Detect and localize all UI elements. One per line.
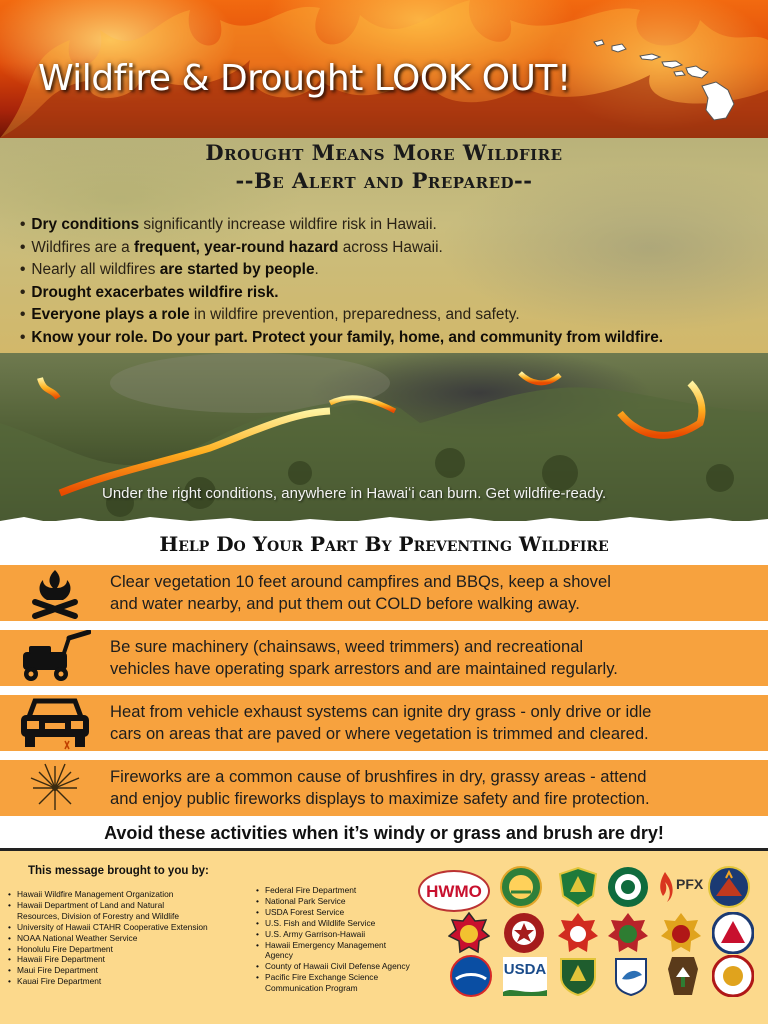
- list-item: • Hawaii Fire Department: [8, 954, 248, 965]
- page-title: Wildfire & Drought LOOK OUT!: [38, 58, 571, 99]
- list-item: • Drought exacerbates wildfire risk.: [20, 282, 663, 305]
- drought-alert-section: [0, 138, 768, 353]
- tip-vehicle-exhaust: [0, 695, 768, 751]
- avoid-warning: Avoid these activities when it’s windy or grass and brush are dry!: [0, 818, 768, 848]
- list-item: • University of Hawaii CTAHR Cooperative Extension: [8, 922, 248, 933]
- fish-wildlife-service-logo: [610, 955, 652, 997]
- tip-line: and water nearby, and put them out COLD before walking away.: [110, 594, 580, 613]
- forestry-shield-logo: [557, 866, 599, 908]
- list-item: • NOAA National Weather Service: [8, 933, 248, 944]
- tip-line: and enjoy public fireworks displays to maximize safety and fire protection.: [110, 789, 650, 808]
- list-item: • U.S. Fish and Wildlife Service: [256, 918, 416, 929]
- tip-line: Clear vegetation 10 feet around campfires and BBQs, keep a shovel: [110, 572, 611, 591]
- federal-fire-badge-logo: [660, 912, 702, 954]
- list-item: • Honolulu Fire Department: [8, 944, 248, 955]
- list-item: • Federal Fire Department: [256, 885, 416, 896]
- army-garrison-logo: [712, 955, 754, 997]
- drought-facts-list: [20, 214, 663, 349]
- forest-service-shield-logo: [557, 955, 599, 997]
- sponsors-heading: This message brought to you by:: [28, 865, 209, 877]
- national-park-service-logo: [662, 955, 704, 997]
- torn-paper-edge: [0, 515, 768, 531]
- dlnr-seal-logo: [500, 866, 542, 908]
- tip-line: cars on areas that are paved or where vegetation is trimmed and cleared.: [110, 724, 649, 743]
- sponsor-list-left: [8, 889, 248, 987]
- list-item: • Hawaii Wildfire Management Organization: [8, 889, 248, 900]
- list-item: • Know your role. Do your part. Protect your family, home, and community from wildfire.: [20, 327, 663, 350]
- list-item: • Nearly all wildfires are started by people.: [20, 259, 663, 282]
- header-banner: [0, 0, 768, 138]
- lawnmower-icon: [0, 630, 110, 686]
- tip-machinery: [0, 630, 768, 686]
- alert-heading: Drought Means More Wildfire: [205, 140, 563, 165]
- list-item: • USDA Forest Service: [256, 907, 416, 918]
- pfx-logo: PFX: [676, 876, 704, 892]
- tip-line: Be sure machinery (chainsaws, weed trimmers) and recreational: [110, 637, 584, 656]
- tip-campfire: [0, 565, 768, 621]
- maui-fire-badge-logo: [557, 912, 599, 954]
- list-item: • Hawaii Emergency Management Agency: [256, 940, 416, 962]
- list-item: • County of Hawaii Civil Defense Agency: [256, 961, 416, 972]
- tip-line: vehicles have operating spark arrestors and are maintained regularly.: [110, 659, 618, 678]
- photo-caption: Under the right conditions, anywhere in Hawaiʻi can burn. Get wildfire-ready.: [102, 485, 607, 502]
- list-item: • Maui Fire Department: [8, 965, 248, 976]
- tip-line: Heat from vehicle exhaust systems can ignite dry grass - only drive or idle: [110, 702, 652, 721]
- civil-defense-logo: [712, 912, 754, 954]
- list-item: • Wildfires are a frequent, year-round hazard across Hawaii.: [20, 237, 663, 260]
- alert-subheading: --Be Alert and Prepared--: [235, 168, 533, 193]
- list-item: • Pacific Fire Exchange Science Communication Program: [256, 972, 416, 994]
- car-exhaust-icon: [0, 695, 110, 751]
- list-item: • Hawaii Department of Land and Natural Resources, Division of Forestry and Wildlife: [8, 900, 248, 922]
- list-item: • National Park Service: [256, 896, 416, 907]
- ctahr-seal-logo: [607, 866, 649, 908]
- kauai-fire-badge-logo: [607, 912, 649, 954]
- list-item: • U.S. Army Garrison-Hawaii: [256, 929, 416, 940]
- fireworks-icon: [0, 760, 110, 816]
- sponsor-list-right: [256, 885, 416, 994]
- list-item: • Everyone plays a role in wildfire prevention, preparedness, and safety.: [20, 304, 663, 327]
- usda-logo: USDA: [503, 957, 547, 993]
- sponsors-section: [0, 848, 768, 1024]
- pfx-flame-icon: [655, 866, 675, 908]
- hwmo-logo: HWMO: [418, 870, 490, 912]
- campfire-icon: [0, 565, 110, 621]
- tip-line: Fireworks are a common cause of brushfires in dry, grassy areas - attend: [110, 767, 647, 786]
- honolulu-fire-badge-logo: [448, 912, 490, 954]
- prevention-heading: Help Do Your Part By Preventing Wildfire: [159, 532, 609, 556]
- tip-fireworks: [0, 760, 768, 816]
- civil-defense-volcano-logo: [708, 866, 750, 908]
- hawaiian-islands-icon: [590, 28, 740, 123]
- list-item: • Kauai Fire Department: [8, 976, 248, 987]
- list-item: • Dry conditions significantly increase wildfire risk in Hawaii.: [20, 214, 663, 237]
- hawaii-fire-badge-logo: [503, 912, 545, 954]
- noaa-weather-logo: [450, 955, 492, 997]
